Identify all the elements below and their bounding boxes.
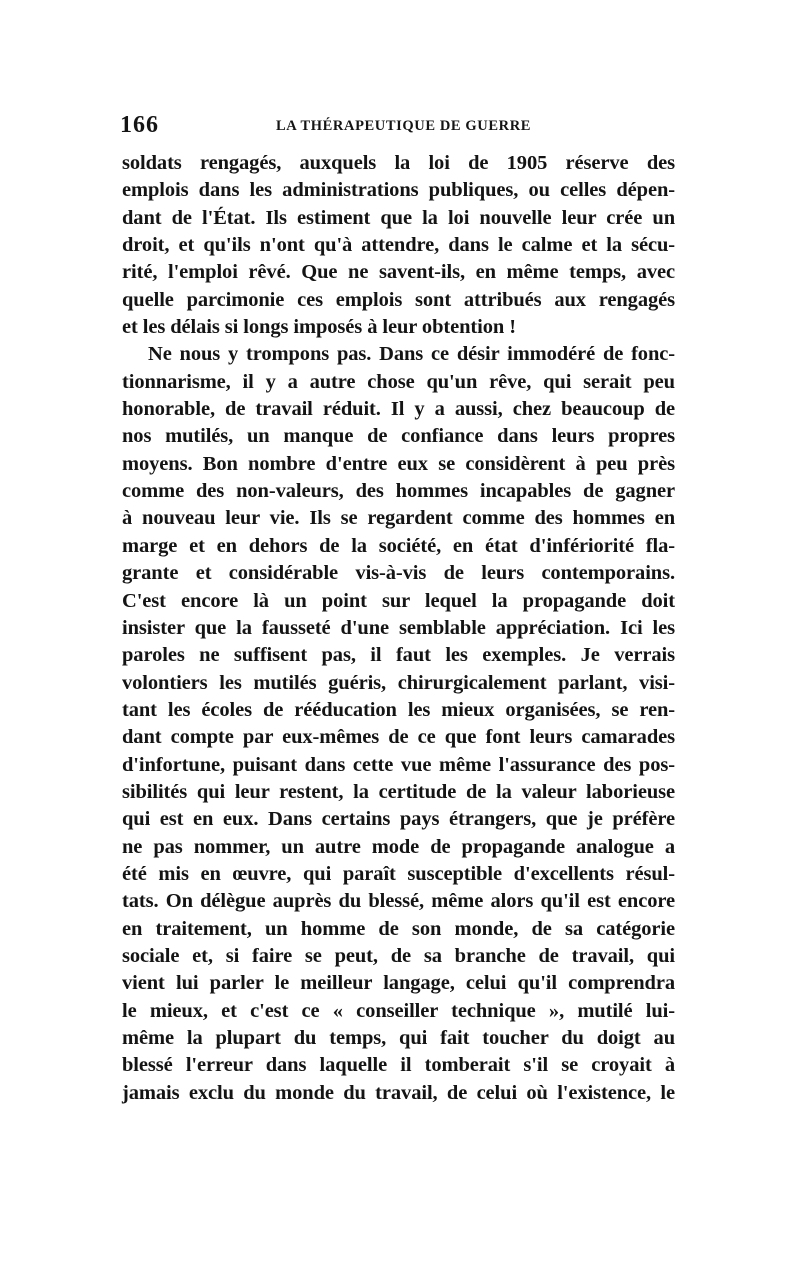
text-line: le mieux, et c'est ce « conseiller technique », mutilé lui-: [122, 999, 675, 1022]
text-line: honorable, de travail réduit. Il y a aussi, chez beaucoup de: [122, 398, 675, 421]
text-line: emplois dans les administrations publiques, ou celles dépen-: [122, 179, 675, 202]
text-line: à nouveau leur vie. Ils se regardent comme des hommes en: [122, 507, 675, 530]
text-line: marge et en dehors de la société, en état d'infériorité fla-: [122, 534, 675, 557]
text-line: nos mutilés, un manque de confiance dans leurs propres: [122, 425, 675, 448]
text-line: vient lui parler le meilleur langage, celui qu'il comprendra: [122, 972, 675, 995]
text-line: en traitement, un homme de son monde, de sa catégorie: [122, 917, 675, 940]
text-line: ne pas nommer, un autre mode de propagande analogue a: [122, 835, 675, 858]
text-line: insister que la fausseté d'une semblable appréciation. Ici les: [122, 616, 675, 639]
text-line: moyens. Bon nombre d'entre eux se considèrent à peu près: [122, 452, 675, 475]
page-header: [118, 110, 678, 144]
text-line: droit, et qu'ils n'ont qu'à attendre, dans le calme et la sécu-: [122, 234, 675, 257]
text-line: dant compte par eux-mêmes de ce que font leurs camarades: [122, 726, 675, 749]
text-line: quelle parcimonie ces emplois sont attribués aux rengagés: [122, 288, 675, 311]
paragraph-start-line: Ne nous y trompons pas. Dans ce désir immodéré de fonc-: [148, 343, 675, 366]
text-line: été mis en œuvre, qui paraît susceptible d'excellents résul-: [122, 862, 675, 885]
text-line: sociale et, si faire se peut, de sa branche de travail, qui: [122, 944, 675, 967]
running-title: LA THÉRAPEUTIQUE DE GUERRE: [276, 118, 532, 134]
text-line: blessé l'erreur dans laquelle il tomberait s'il se croyait à: [122, 1054, 675, 1077]
text-line: sibilités qui leur restent, la certitude de la valeur laborieuse: [122, 780, 675, 803]
paragraph-end-line: et les délais si longs imposés à leur obtention !: [122, 316, 516, 339]
text-line: rité, l'emploi rêvé. Que ne savent-ils, en même temps, avec: [122, 261, 675, 284]
text-line: paroles ne suffisent pas, il faut les exemples. Je verrais: [122, 644, 675, 667]
text-line: tant les écoles de rééducation les mieux organisées, se ren-: [122, 698, 675, 721]
text-line: tionnarisme, il y a autre chose qu'un rêve, qui serait peu: [122, 370, 675, 393]
text-line: dant de l'État. Ils estiment que la loi nouvelle leur crée un: [122, 206, 675, 229]
text-line: tats. On délègue auprès du blessé, même alors qu'il est encore: [122, 890, 675, 913]
text-line: d'infortune, puisant dans cette vue même l'assurance des pos-: [122, 753, 675, 776]
page-number: 166: [120, 112, 159, 138]
text-line: C'est encore là un point sur lequel la propagande doit: [122, 589, 675, 612]
text-line: jamais exclu du monde du travail, de celui où l'existence, le: [122, 1081, 675, 1104]
text-line: même la plupart du temps, qui fait toucher du doigt au: [122, 1027, 675, 1049]
text-line: soldats rengagés, auxquels la loi de 1905 réserve des: [122, 152, 675, 174]
text-line: comme des non-valeurs, des hommes incapables de gagner: [122, 480, 675, 503]
text-line: volontiers les mutilés guéris, chirurgicalement parlant, visi-: [122, 671, 675, 694]
text-line: grante et considérable vis-à-vis de leurs contemporains.: [122, 562, 675, 585]
text-line: qui est en eux. Dans certains pays étrangers, que je préfère: [122, 808, 675, 831]
body-text: [122, 150, 675, 1107]
